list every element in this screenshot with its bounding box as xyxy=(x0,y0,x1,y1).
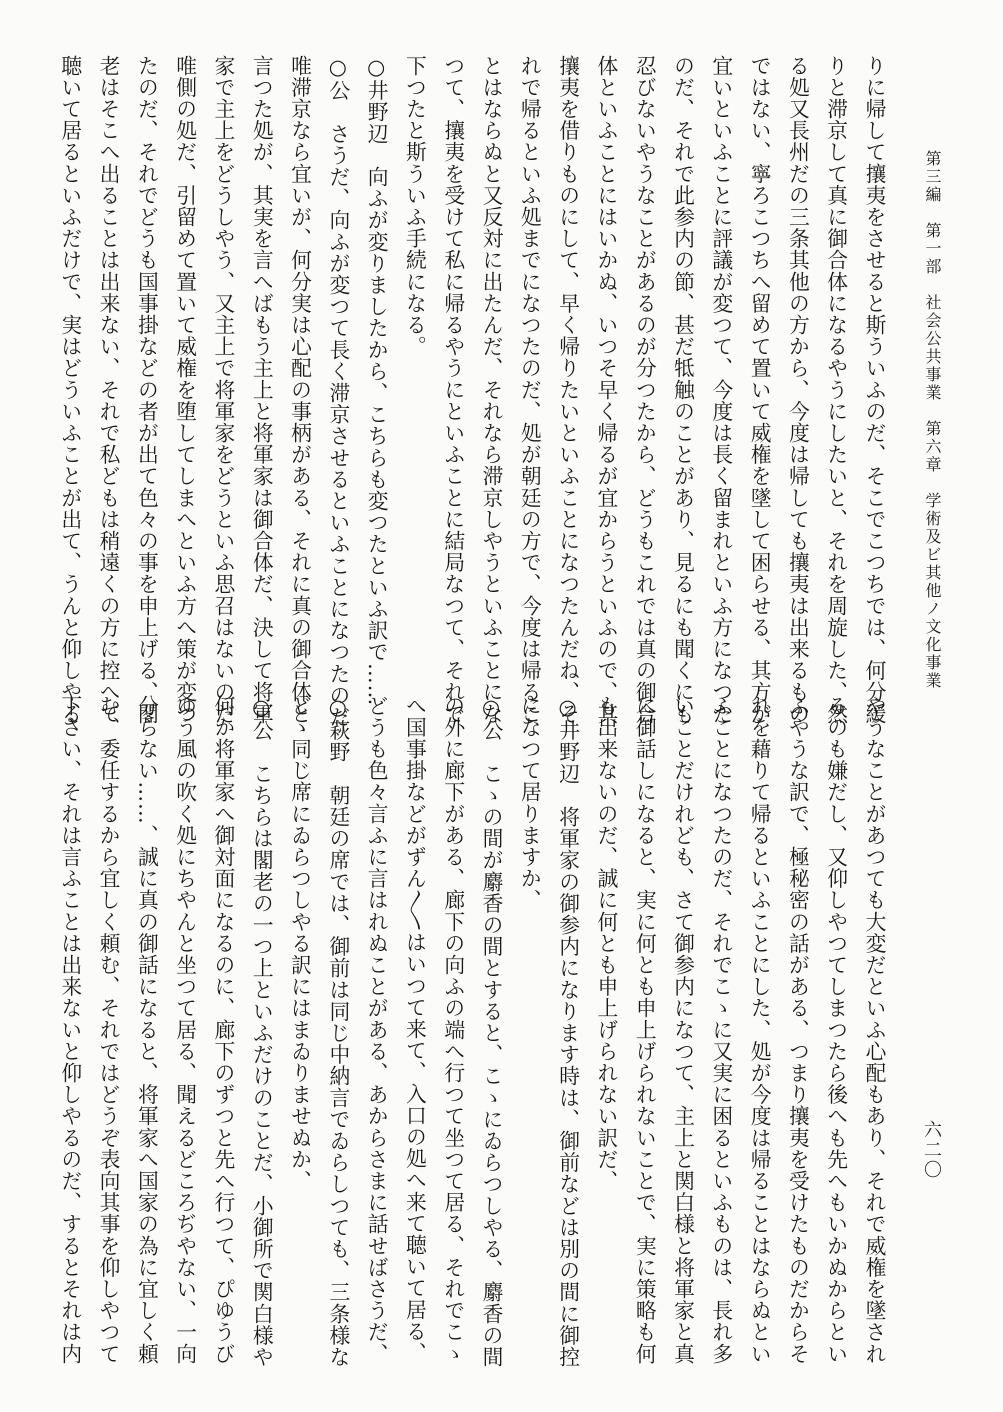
text-column: 攘夷を借りものにして、早く帰りたいといふことになつたんだね、そ xyxy=(555,55,580,725)
text-column: ○公 こちらは閣老の一つ上といふだけのことだ、小御所で関白様や xyxy=(249,695,274,1368)
text-column: 下さい、それは言ふことは出来ないと仰しやるのだ、するとそれは内 xyxy=(57,695,82,1365)
text-column: どうも色々言ふに言はれぬことがある、あからさまに話せばさうだ、 xyxy=(364,695,389,1365)
text-column: ふことになつたのだ、それでこゝに又実に困るといふものは、長れ多 xyxy=(708,695,733,1365)
text-column: 下つたと斯ういふ手続になる。 xyxy=(402,55,427,358)
text-column: ○井野辺 向ふが変りましたから、こちらも変つたといふ訳で…… xyxy=(364,55,389,707)
text-column: ゆう風の吹く処にちやんと坐つて居る、聞えるどころぢやない、一向 xyxy=(172,695,197,1365)
text-column: とはならぬと又反対に出たんだ、それなら滞京しやうといふことにな xyxy=(479,55,504,725)
text-column: になつて居りますか、 xyxy=(517,695,542,911)
text-column: 体といふことにはいかぬ、いつそ早く帰るが宜からうといふので、其 xyxy=(593,55,618,725)
text-column: 宜いといふことに評議が変つて、今度は長く留まれといふ方になつた xyxy=(708,55,733,725)
text-column: るのも嫌だし、又仰しやつてしまつたら後へも先へもいかぬからとい xyxy=(823,695,848,1365)
text-column: ○井野辺 将軍家の御参内になります時は、御前などは別の間に御控 xyxy=(555,695,580,1368)
text-column: つて、攘夷を受けて私に帰るやうにといふことに結局なつて、それで xyxy=(440,55,465,725)
upper-text-block xyxy=(57,55,893,728)
text-column: 何か将軍家へ御対面になるのに、廊下のずつと先へ行つて、ぴゆうび xyxy=(210,695,235,1365)
text-column: 唯側の処だ、引留めて置いて威権を堕してしまへといふ方へ策が変つ xyxy=(172,55,197,725)
text-column: 忍びないやうなことがあるのが分つたから、どうもこれでは真の御合 xyxy=(632,55,657,725)
running-header: 第三編 第一部 社会公共事業 第六章 学術及ビ其他ノ文化事業 xyxy=(923,150,942,690)
text-column: へ国事掛などがずん〳〵はいつて来て、入口の処へ来て聴いて居る、 xyxy=(402,695,427,1364)
text-column: 唯滞京なら宜いが、何分実は心配の事柄がある、それに真の御合体と xyxy=(287,55,312,725)
text-column: に御話しになると、実に何とも申上げられないことで、実に策略も何 xyxy=(632,695,657,1365)
text-column: 老はそこへ出ることは出来ない、それで私どもは稍遠くの方に控へて xyxy=(96,55,121,725)
text-column: ふやうな訳で、極秘密の話がある、つまり攘夷を受けたものだからそ xyxy=(785,695,810,1365)
text-column: どゝ同じ席にゐらつしやる訳にはまゐりませぬか、 xyxy=(287,695,312,1192)
text-column: む、委任するから宜しく頼む、それではどうぞ表向其事を仰しやつて xyxy=(96,695,121,1365)
text-column: ○公 こゝの間が麝香の間とすると、こゝにゐらつしやる、麝香の間 xyxy=(479,695,504,1368)
text-column: たのだ、それでどうも国事掛などの者が出て色々の事を申上げる、閣 xyxy=(134,55,159,725)
text-column: ではない、寧ろこつちへ留めて置いて威権を墜して困らせる、其方が xyxy=(747,55,772,725)
text-column: 言つた処が、其実を言へばもう主上と将軍家は御合体だ、決して将軍 xyxy=(249,55,274,725)
lower-text-block xyxy=(57,695,893,1368)
text-column: ○萩野 朝廷の席では、御前は同じ中納言でゐらしつても、三条様な xyxy=(325,695,350,1368)
page-number: 六二〇 xyxy=(921,1120,942,1180)
text-column: 家で主上をどうしやう、又主上で将軍家をどうといふ思召はないのだ xyxy=(210,55,235,725)
text-column: の外に廊下がある、廊下の向ふの端へ行つて坐つて居る、それでこゝ xyxy=(440,695,465,1365)
text-column: いことだけれども、さて御参内になつて、主上と関白様と将軍家と真 xyxy=(670,695,695,1365)
text-column: やうなことがあつても大変だといふ心配もあり、それで威権を墜され xyxy=(862,695,886,1365)
text-column: 聴いて居るといふだけで、実はどういふことが出て、うんと仰しやる xyxy=(57,55,82,725)
text-column: 分らない……、誠に真の御話になると、将軍家へ国家の為に宜しく頼 xyxy=(134,695,159,1365)
text-column: のだ、それで此参内の節、甚だ牴触のことがあり、見るにも聞くにも xyxy=(670,55,695,725)
text-column: りと滞京して真に御合体になるやうにしたいと、それを周旋した、然 xyxy=(823,55,848,725)
text-column: れで帰るといふ処までになつたのだ、処が朝廷の方で、今度は帰るこ xyxy=(517,55,542,725)
text-column: る処又長州だの三条其他の方から、今度は帰しても攘夷は出来るもの xyxy=(785,55,810,725)
text-column: も出来ないのだ、誠に何とも申上げられない訳だ、 xyxy=(593,695,618,1192)
text-column: れを藉りて帰るといふことにした、処が今度は帰ることはならぬとい xyxy=(747,695,772,1365)
text-column: ○公 さうだ、向ふが変つて長く滞京させるといふことになつたのだ xyxy=(325,55,350,728)
text-column: りに帰して攘夷をさせると斯ういふのだ、そこでこつちでは、何分緩 xyxy=(862,55,886,725)
